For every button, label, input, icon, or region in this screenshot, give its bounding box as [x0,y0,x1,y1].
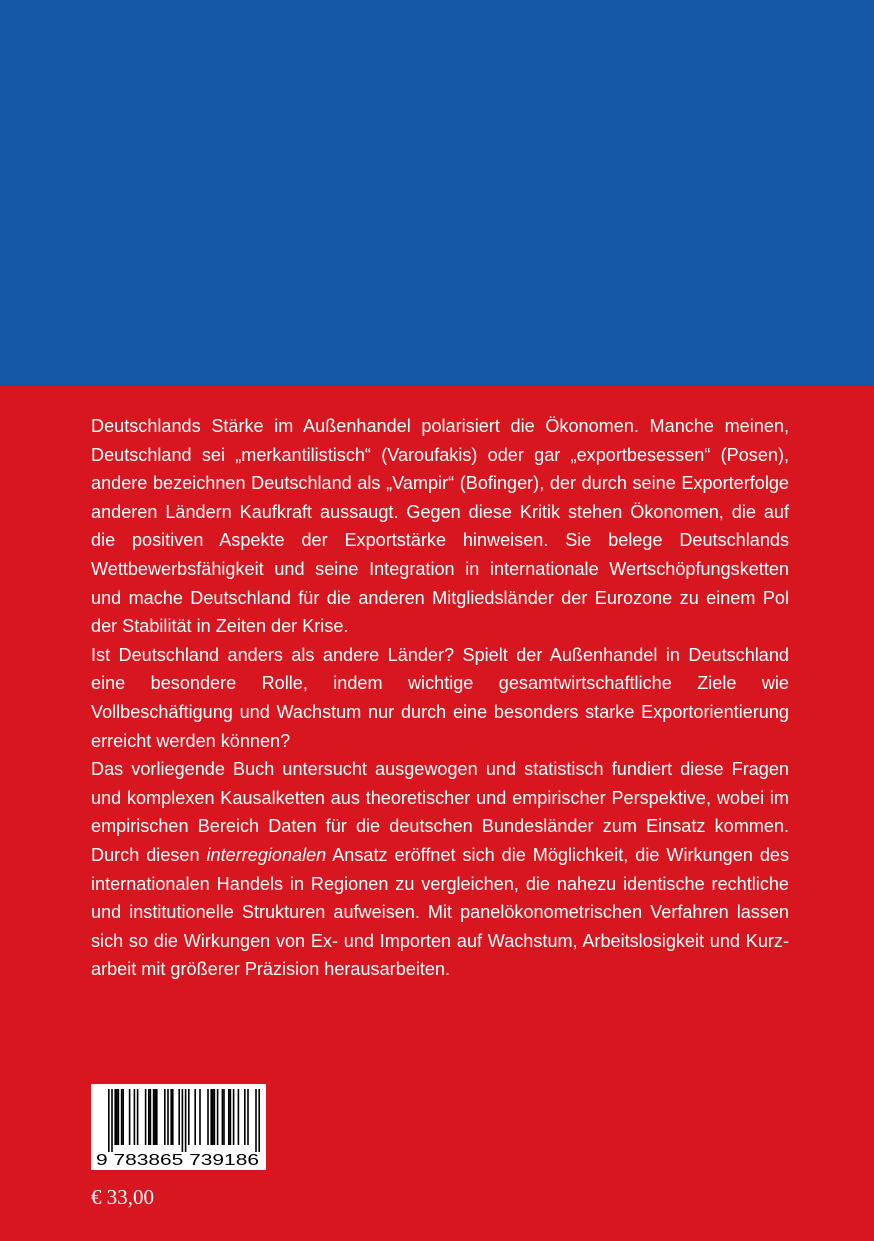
barcode-bar [244,1089,246,1145]
barcode-bars [108,1089,260,1152]
barcode-bar [167,1089,169,1145]
barcode-bar [122,1089,124,1145]
barcode-bar [258,1089,260,1152]
barcode-bar [238,1089,240,1145]
barcode-bar [207,1089,209,1145]
blurb-p3-emphasis: interregionalen [206,844,327,865]
barcode-bar [210,1089,212,1145]
barcode-bar [178,1089,180,1145]
barcode-bar [230,1089,232,1145]
barcode-bar [118,1089,120,1145]
barcode-bar [129,1089,131,1145]
barcode-bar [223,1089,225,1145]
barcode-bar [153,1089,155,1145]
barcode-bar [150,1089,152,1145]
barcode-bar [108,1089,110,1152]
blurb-paragraph-1: Deutschlands Stärke im Außenhandel polarisiert die Ökonomen. Manche meinen, Deutschland sei „merkantilistisch“ (Varoufakis) oder gar „exportbesessen“ (Posen), andere bezeichnen Deutschland als „Vampir“ (Bofinger), der durch seine Exporterfolge anderen Ländern Kaufkraft aussaugt. Gegen diese Kritik stehen Ökonomen, die auf die positiven Aspekte der Exportstärke hinweisen. Sie belege Deutschlands Wettbewerbsfähigkeit und seine Integration in internationale Wertschöpfungsketten und mache Deutschland für die anderen Mitgliedsländer der Eurozone zu einem Pol der Stabilität in Zeiten der Krise. [91,416,789,637]
barcode-bar [145,1089,147,1145]
barcode-digits: 9 783865 739186 [96,1152,259,1169]
barcode-bar [111,1089,113,1152]
barcode-bar [247,1089,249,1145]
barcode-bar [116,1089,118,1145]
barcode-bar [154,1089,156,1145]
barcode-bar [156,1089,158,1145]
barcode-bar [148,1089,150,1145]
barcode-bar [170,1089,172,1145]
blurb-p3-start: Das vorliegende Buch untersucht ausgewogen und statistisch fundiert diese Fragen und komplexen Kausalketten aus theoretischer und empirischer Perspektive, wobei im empirischen Bereich Daten für die deutschen Bundesländer zum Einsatz kommen. Durch diesen [91,759,789,865]
cover-top-band [0,0,874,386]
barcode-bar [233,1089,235,1145]
barcode-bar [214,1089,216,1145]
barcode-bar [164,1089,166,1145]
barcode-bar [255,1089,257,1152]
barcode-bar [172,1089,174,1145]
barcode-bar [114,1089,116,1145]
isbn-barcode [91,1084,266,1170]
barcode-bar [188,1089,190,1145]
price-label: € 33,00 [91,1185,154,1209]
barcode-bar [228,1089,230,1145]
blurb-paragraph-3 [91,755,789,984]
barcode-bar [121,1089,123,1145]
blurb-paragraph-2: Ist Deutschland anders als andere Länder? Spielt der Außenhandel in Deutschland eine besondere Rolle, indem wichtige gesamtwirtschaftliche Ziele wie Vollbeschäftigung und Wachstum nur durch eine besonders starke Exportorientierung erreicht werden können? [91,644,789,751]
barcode-bar [199,1089,201,1145]
barcode-bar [217,1089,219,1145]
barcode-bar [185,1089,187,1152]
barcode-bar [222,1089,224,1145]
back-cover-blurb [91,412,789,984]
barcode-bar [194,1089,196,1145]
barcode-graphic [91,1084,266,1170]
blurb-p3-end: Ansatz eröffnet sich die Möglichkeit, die Wirkungen des internationalen Handels in Regionen zu vergleichen, die nahezu identische rechtliche und institutionelle Strukturen aufweisen. Mit panelökonometrischen Verfahren lassen sich so die Wirkungen von Ex- und Importen auf Wachstum, Arbeitslosigkeit und Kurzarbeit mit größerer Präzision herausarbeiten. [91,844,789,980]
barcode-bar [134,1089,136,1145]
barcode-bar [182,1089,184,1152]
barcode-bar [212,1089,214,1145]
barcode-bar [137,1089,139,1145]
